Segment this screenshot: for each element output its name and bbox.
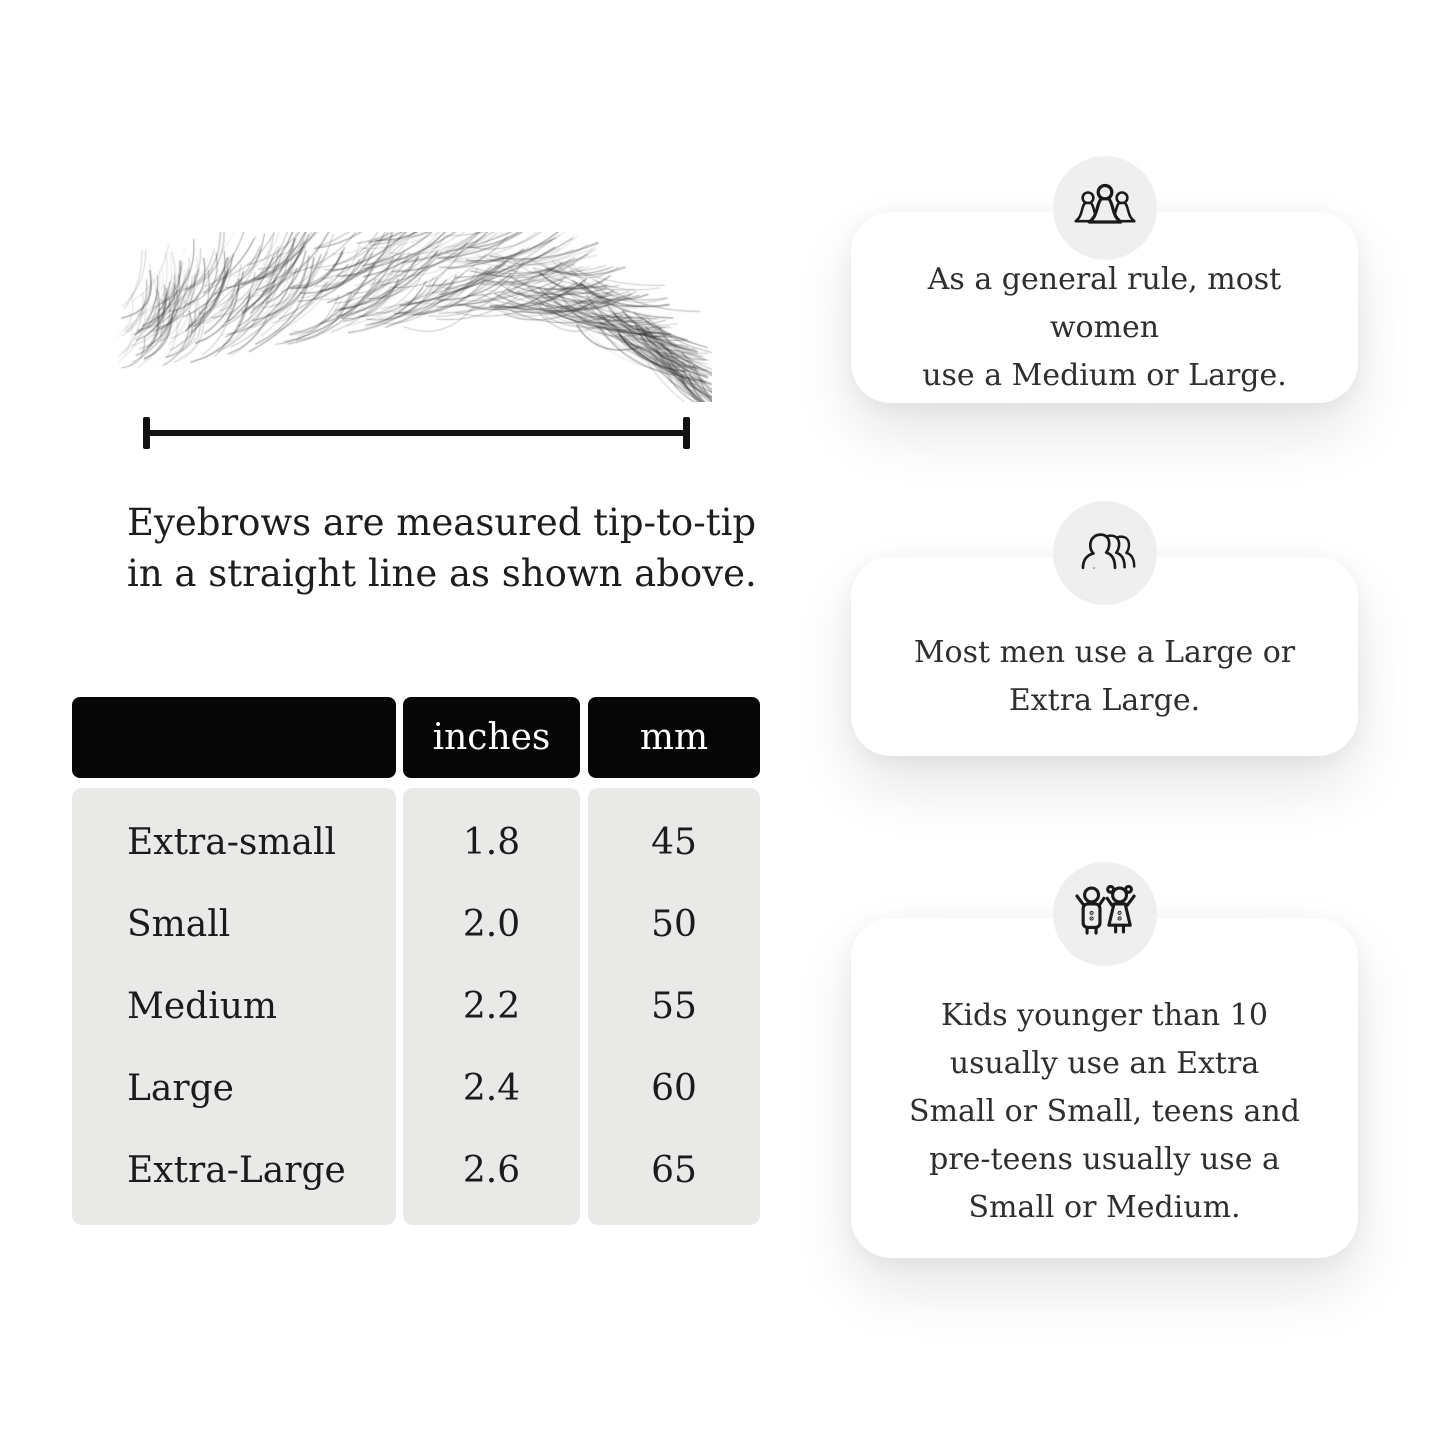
card-text (909, 992, 1300, 1232)
table-column-mm (588, 788, 760, 1225)
measurement-line-left-cap (143, 417, 150, 449)
card-men (851, 557, 1358, 756)
table-header-size (72, 697, 396, 778)
icon-badge (1053, 862, 1157, 966)
table-cell-inches: 2.0 (462, 904, 521, 945)
card-text-line: Most men use a Large or (913, 634, 1296, 670)
card-text-line: pre-teens usually use a (929, 1142, 1280, 1177)
measurement-line-right-cap (683, 417, 690, 449)
card-text-line: Small or Small, teens and (909, 1094, 1300, 1129)
caption-line: Eyebrows are measured tip-to-tip (127, 501, 757, 544)
card-text-line: Extra Large. (1008, 682, 1201, 718)
table-cell-mm: 50 (651, 904, 697, 945)
table-cell-inches: 1.8 (462, 822, 521, 863)
card-text (879, 256, 1330, 400)
icon-badge (1053, 156, 1157, 260)
icon-badge (1053, 501, 1157, 605)
table-row-label: Extra-small (127, 822, 336, 863)
eyebrow-illustration (112, 232, 712, 402)
card-text-line: Kids younger than 10 (941, 998, 1268, 1033)
men-group-icon (1072, 520, 1138, 586)
table-cell-mm: 60 (651, 1068, 697, 1109)
table-row-label: Medium (127, 986, 278, 1027)
table-cell-mm: 55 (651, 986, 697, 1027)
caption-line: in a straight line as shown above. (127, 552, 757, 595)
table-row-label: Extra-Large (127, 1150, 346, 1191)
kids-icon (1072, 881, 1138, 947)
table-cell-inches: 2.2 (462, 986, 521, 1027)
table-cell-mm: 45 (651, 822, 697, 863)
table-header-mm: mm (588, 697, 760, 778)
measurement-caption (127, 497, 757, 599)
table-header-inches: inches (403, 697, 580, 778)
table-cell-inches: 2.4 (462, 1068, 521, 1109)
card-text (914, 629, 1295, 725)
table-row-label: Small (127, 904, 231, 945)
table-cell-inches: 2.6 (462, 1150, 521, 1191)
card-text-line: usually use an Extra (949, 1046, 1260, 1081)
card-text-line: use a Medium or Large. (922, 357, 1287, 393)
measurement-line (145, 430, 688, 436)
card-women (851, 212, 1358, 403)
card-text-line: As a general rule, most women (927, 261, 1282, 345)
card-text-line: Small or Medium. (968, 1190, 1241, 1225)
table-cell-mm: 65 (651, 1150, 697, 1191)
table-column-inches (403, 788, 580, 1225)
card-kids (851, 918, 1358, 1258)
table-row-label: Large (127, 1068, 234, 1109)
table-column-labels (72, 788, 396, 1225)
women-group-icon (1072, 175, 1138, 241)
